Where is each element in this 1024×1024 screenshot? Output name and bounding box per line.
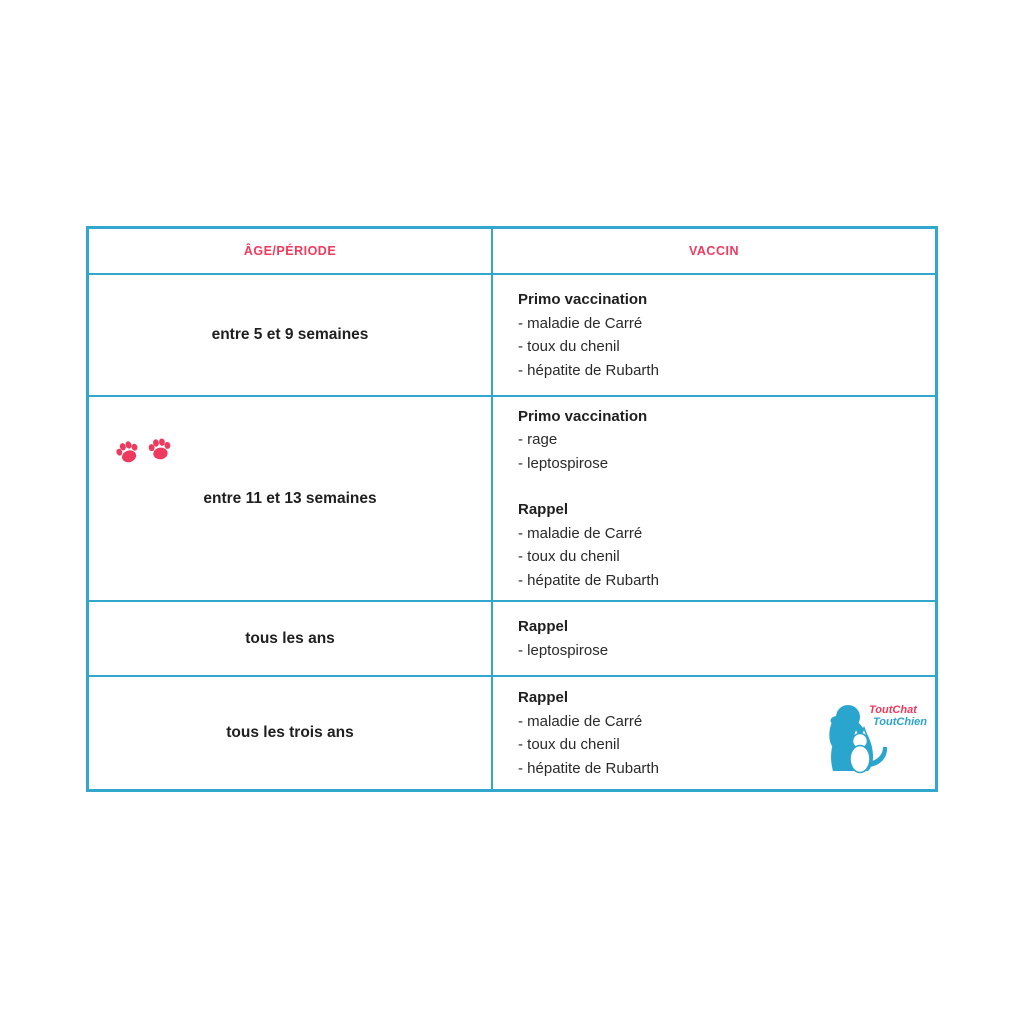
logo-text-toutchien: ToutChien <box>873 716 927 728</box>
vaccine-item: - hépatite de Rubarth <box>518 361 659 379</box>
toutchat-toutchien-logo <box>815 699 929 779</box>
table-header-row <box>89 229 935 273</box>
vaccine-item: - toux du chenil <box>518 736 620 753</box>
vaccine-group-title: Rappel <box>518 501 569 519</box>
vaccine-item: - leptospirose <box>518 454 609 472</box>
column-header-vaccin: VACCIN <box>689 244 739 258</box>
logo-text-toutchat: ToutChat <box>869 704 917 716</box>
vaccine-item: - leptospirose <box>518 641 609 659</box>
vaccine-item: - hépatite de Rubarth <box>518 759 659 777</box>
vaccin-cell <box>493 677 935 789</box>
vaccine-group <box>518 498 915 592</box>
age-label: entre 11 et 13 semaines <box>203 489 377 507</box>
table-row <box>89 600 935 675</box>
age-cell <box>89 275 493 395</box>
age-cell <box>89 602 493 675</box>
vaccine-group-title: Rappel <box>518 689 569 706</box>
vaccine-group <box>518 288 915 382</box>
vaccine-group-title: Primo vaccination <box>518 407 648 425</box>
vaccine-group-title: Primo vaccination <box>518 291 648 308</box>
vaccin-cell <box>493 602 935 675</box>
vaccine-item: - maladie de Carré <box>518 314 643 332</box>
vaccine-list <box>493 397 935 600</box>
vaccine-item: - hépatite de Rubarth <box>518 571 659 589</box>
vaccine-group-title: Rappel <box>518 618 569 635</box>
column-header-age: ÂGE/PÉRIODE <box>89 229 493 273</box>
vaccine-item: - maladie de Carré <box>518 712 643 730</box>
paw-prints-icon <box>113 429 179 469</box>
vaccine-item: - toux du chenil <box>518 338 620 355</box>
vaccine-item: - rage <box>518 431 558 449</box>
age-label: tous les trois ans <box>226 724 354 741</box>
table-row <box>89 273 935 395</box>
vaccin-cell <box>493 275 935 395</box>
age-cell <box>89 677 493 789</box>
vaccine-group <box>518 405 915 476</box>
age-cell <box>89 397 493 600</box>
table-row <box>89 675 935 789</box>
vaccine-item: - toux du chenil <box>518 548 620 566</box>
table-row <box>89 395 935 600</box>
vaccine-group <box>518 615 915 662</box>
age-label: entre 5 et 9 semaines <box>211 326 369 343</box>
age-label: tous les ans <box>245 629 335 647</box>
vaccine-list <box>493 602 935 675</box>
vaccine-list <box>493 275 935 395</box>
vaccination-table <box>86 226 938 792</box>
vaccine-item: - maladie de Carré <box>518 524 643 542</box>
vaccin-cell <box>493 397 935 600</box>
